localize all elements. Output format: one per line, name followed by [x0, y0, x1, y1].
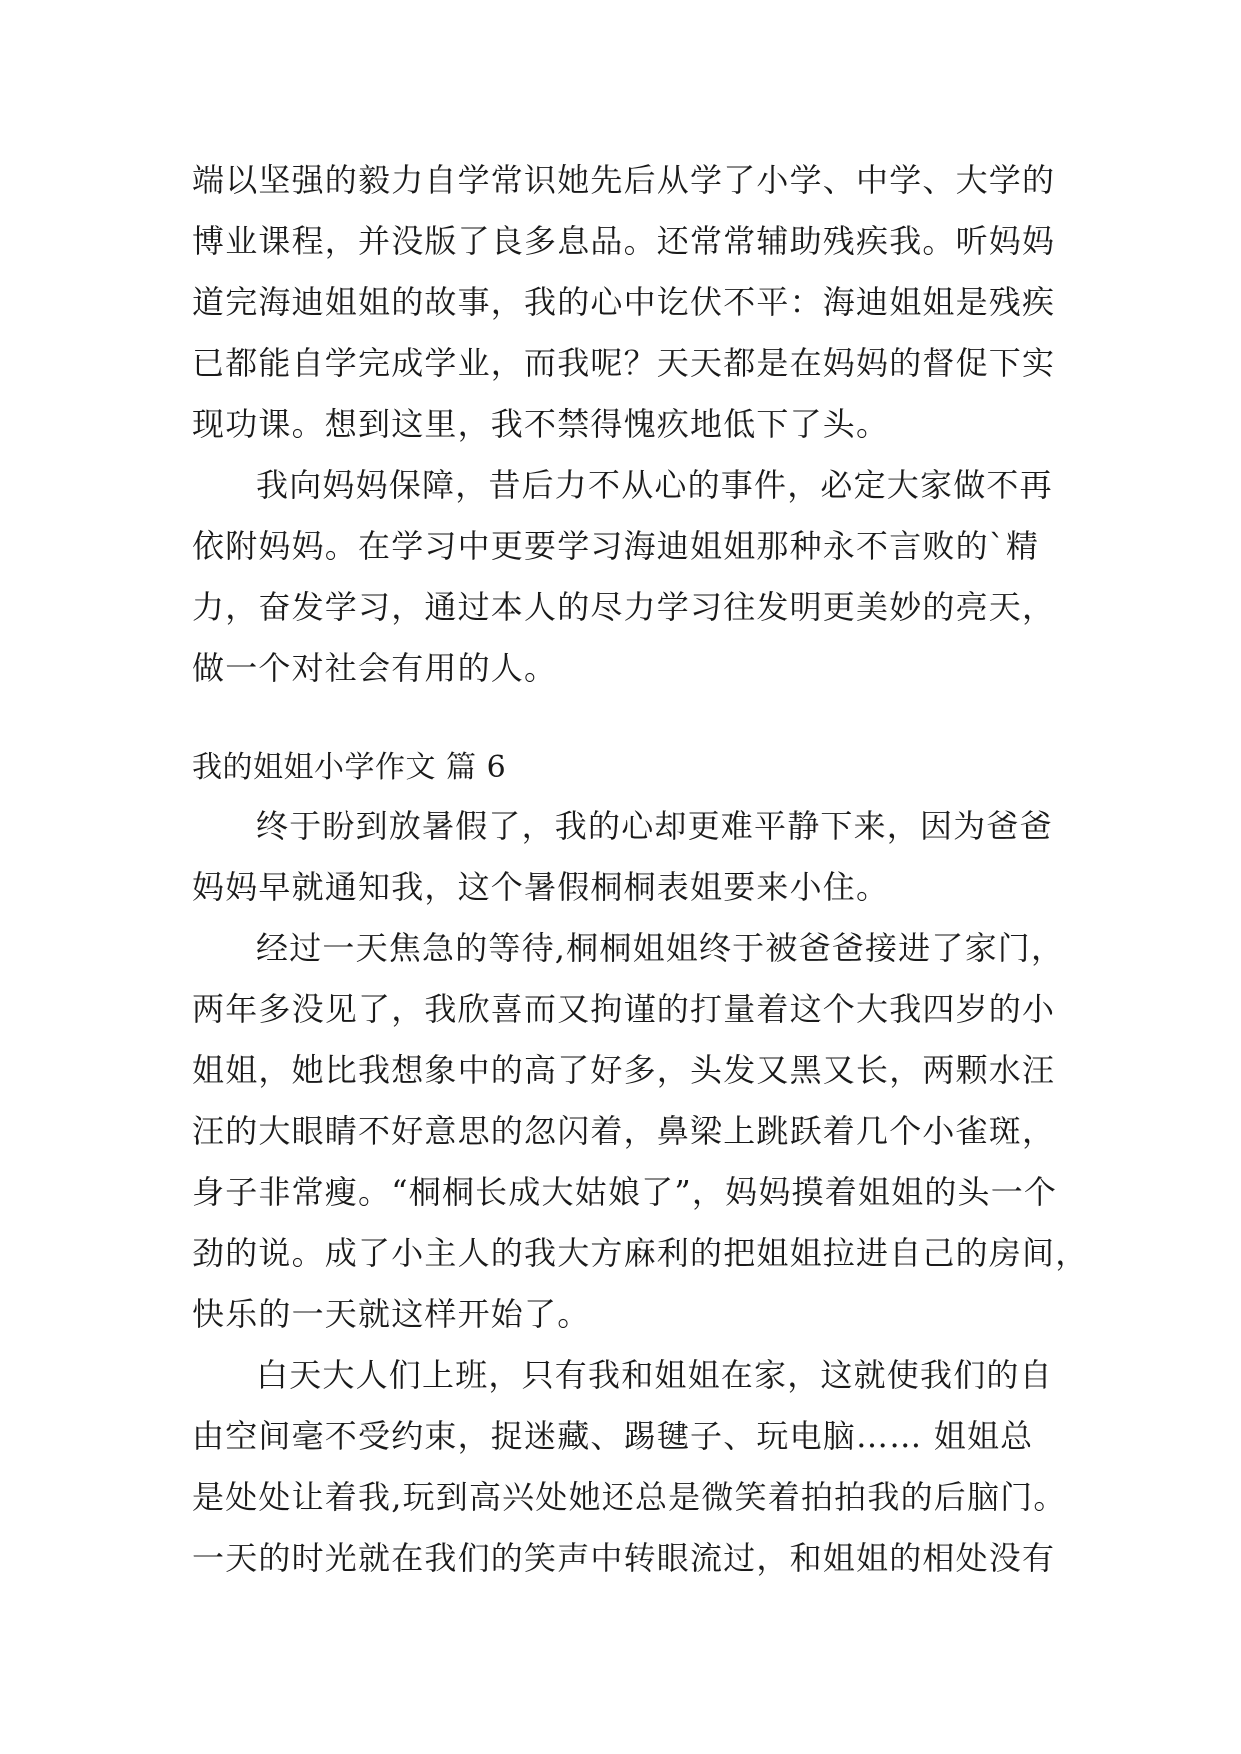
paragraph-line: 已都能自学完成学业，而我呢？天天都是在妈妈的督促下实	[192, 344, 1056, 382]
paragraph-line: 快乐的一天就这样开始了。	[192, 1295, 591, 1333]
paragraph-line: 是处处让着我,玩到高兴处她还总是微笑着拍拍我的后脑门。	[192, 1478, 1067, 1516]
paragraph-line: 力，奋发学习，通过本人的尽力学习往发明更美妙的亮天，	[192, 588, 1056, 626]
paragraph-line: 妈妈早就通知我，这个暑假桐桐表姐要来小住。	[192, 868, 890, 906]
paragraph-line: 劲的说。成了小主人的我大方麻利的把姐姐拉进自己的房间，	[192, 1234, 1089, 1272]
paragraph-line: 经过一天焦急的等待,桐桐姐姐终于被爸爸接进了家门，	[256, 929, 1065, 967]
paragraph-line: 姐姐，她比我想象中的高了好多，头发又黑又长，两颗水汪	[192, 1051, 1056, 1089]
paragraph-line: 博业课程，并没版了良多息品。还常常辅助残疾我。听妈妈	[192, 222, 1056, 260]
section-heading: 我的姐姐小学作文 篇 6	[192, 750, 507, 785]
paragraph-line: 做一个对社会有用的人。	[192, 649, 558, 687]
paragraph-line: 依附妈妈。在学习中更要学习海迪姐姐那种永不言败的`精	[192, 527, 1040, 565]
paragraph-line: 我向妈妈保障，昔后力不从心的事件，必定大家做不再	[256, 466, 1053, 504]
paragraph-line: 身子非常瘦。“桐桐长成大姑娘了”，妈妈摸着姐姐的头一个	[192, 1173, 1058, 1211]
paragraph-line: 一天的时光就在我们的笑声中转眼流过，和姐姐的相处没有	[192, 1539, 1056, 1577]
paragraph-line: 白天大人们上班，只有我和姐姐在家，这就使我们的自	[256, 1356, 1053, 1394]
paragraph-line: 终于盼到放暑假了，我的心却更难平静下来，因为爸爸	[256, 807, 1053, 845]
paragraph-line: 现功课。想到这里，我不禁得愧疚地低下了头。	[192, 405, 890, 443]
paragraph-line: 两年多没见了，我欣喜而又拘谨的打量着这个大我四岁的小	[192, 990, 1056, 1028]
paragraph-line: 由空间毫不受约束，捉迷藏、踢毽子、玩电脑…… 姐姐总	[192, 1417, 1034, 1455]
paragraph-line: 端以坚强的毅力自学常识她先后从学了小学、中学、大学的	[192, 161, 1056, 199]
paragraph-line: 汪的大眼睛不好意思的忽闪着，鼻梁上跳跃着几个小雀斑，	[192, 1112, 1056, 1150]
paragraph-line: 道完海迪姐姐的故事，我的心中讫伏不平：海迪姐姐是残疾	[192, 283, 1056, 321]
